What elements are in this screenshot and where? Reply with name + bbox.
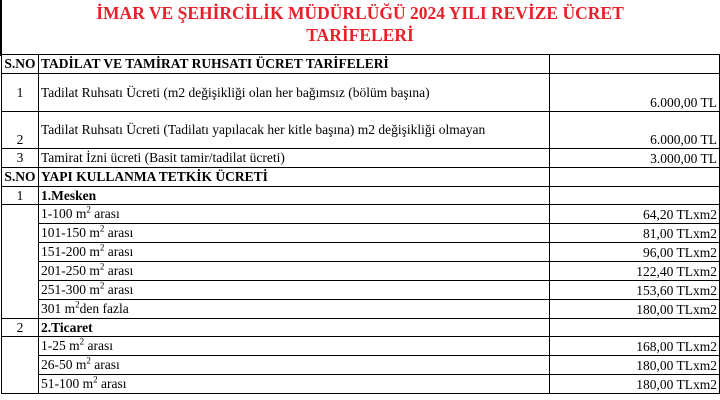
area-range [39,281,550,300]
unit-superscript: 2 [86,204,91,215]
unit-superscript: 2 [93,374,98,385]
empty-cell [550,319,720,337]
unit-superscript: 2 [99,280,105,291]
area-range-text: 1-100 m [41,206,87,221]
row-price: 81,00 TLxm2 [550,224,720,243]
section1-header-row [2,55,720,74]
row-price: 6.000,00 TL [550,112,720,149]
table-row [2,224,720,243]
table-row [2,375,720,394]
group-header-row [2,187,720,205]
row-price: 64,20 TLxm2 [550,205,720,224]
area-range [39,337,550,356]
area-range-text: arası [90,357,120,372]
area-range-text: 1-25 m [41,338,80,353]
area-range-text: arası [84,338,113,353]
area-range-text: 101-150 m [41,225,100,240]
row-description: Tamirat İzni ücreti (Basit tamir/tadilat ücreti) [39,149,550,168]
row-price: 180,00 TLxm2 [550,375,720,394]
row-price: 168,00 TLxm2 [550,337,720,356]
area-range [39,205,550,224]
row-price: 6.000,00 TL [550,74,720,112]
area-range-text: arası [104,244,134,259]
empty-header-cell [550,168,720,187]
area-range-text: 26-50 m [41,357,87,372]
row-number: 2 [2,112,39,149]
row-price: 122,40 TLxm2 [550,262,720,281]
area-range [39,262,550,281]
table-row [2,337,720,356]
area-range-text: arası [104,225,134,240]
row-description: Tadilat Ruhsatı Ücreti (Tadilatı yapılacak her kitle başına) m2 değişikliği olmayan [39,112,550,149]
unit-superscript: 2 [75,299,80,310]
unit-superscript: 2 [99,242,105,253]
table-row [2,205,720,224]
area-range-text: den fazla [79,301,129,316]
area-range-text: arası [104,282,134,297]
unit-superscript: 2 [79,336,85,347]
row-price: 180,00 TLxm2 [550,300,720,319]
empty-header-cell [550,55,720,74]
empty-sno-cell [2,205,39,319]
table-row [2,112,720,149]
area-range-text: 301 m [41,301,76,316]
table-row [2,74,720,112]
empty-cell [550,187,720,205]
unit-superscript: 2 [99,261,105,272]
row-number: 1 [2,74,39,112]
area-range [39,300,550,319]
group-number: 1 [2,187,39,205]
sno-header: S.NO [2,55,39,74]
section2-heading: YAPI KULLANMA TETKİK ÜCRETİ [39,168,550,187]
group-number: 2 [2,319,39,337]
area-range-text: arası [97,376,127,391]
table-row [2,243,720,262]
title-line-2: TARİFELERİ [306,25,414,45]
area-range-text: 151-200 m [41,244,100,259]
area-range-text: 251-300 m [41,282,100,297]
unit-superscript: 2 [86,355,91,366]
sno-header: S.NO [2,168,39,187]
group-name: 1.Mesken [39,187,550,205]
title-line-1: İMAR VE ŞEHİRCİLİK MÜDÜRLÜĞÜ 2024 YILI REVİZE ÜCRET [96,3,624,23]
empty-sno-cell [2,337,39,394]
tariff-table [1,54,720,394]
row-number: 3 [2,149,39,168]
section1-heading: TADİLAT VE TAMİRAT RUHSATI ÜCRET TARİFELERİ [39,55,550,74]
area-range [39,356,550,375]
row-price: 96,00 TLxm2 [550,243,720,262]
row-price: 180,00 TLxm2 [550,356,720,375]
area-range [39,224,550,243]
area-range [39,243,550,262]
group-name: 2.Ticaret [39,319,550,337]
row-price: 153,60 TLxm2 [550,281,720,300]
area-range [39,375,550,394]
row-price: 3.000,00 TL [550,149,720,168]
area-range-text: 51-100 m [41,376,94,391]
area-range-text: arası [104,263,134,278]
row-description: Tadilat Ruhsatı Ücreti (m2 değişikliği olan her bağımsız (bölüm başına) [39,74,550,112]
table-row [2,262,720,281]
area-range-text: arası [90,206,120,221]
table-row [2,149,720,168]
area-range-text: 201-250 m [41,263,100,278]
table-row [2,300,720,319]
page-title [0,2,720,46]
unit-superscript: 2 [99,223,105,234]
section2-header-row [2,168,720,187]
group-header-row [2,319,720,337]
table-row [2,281,720,300]
table-row [2,356,720,375]
